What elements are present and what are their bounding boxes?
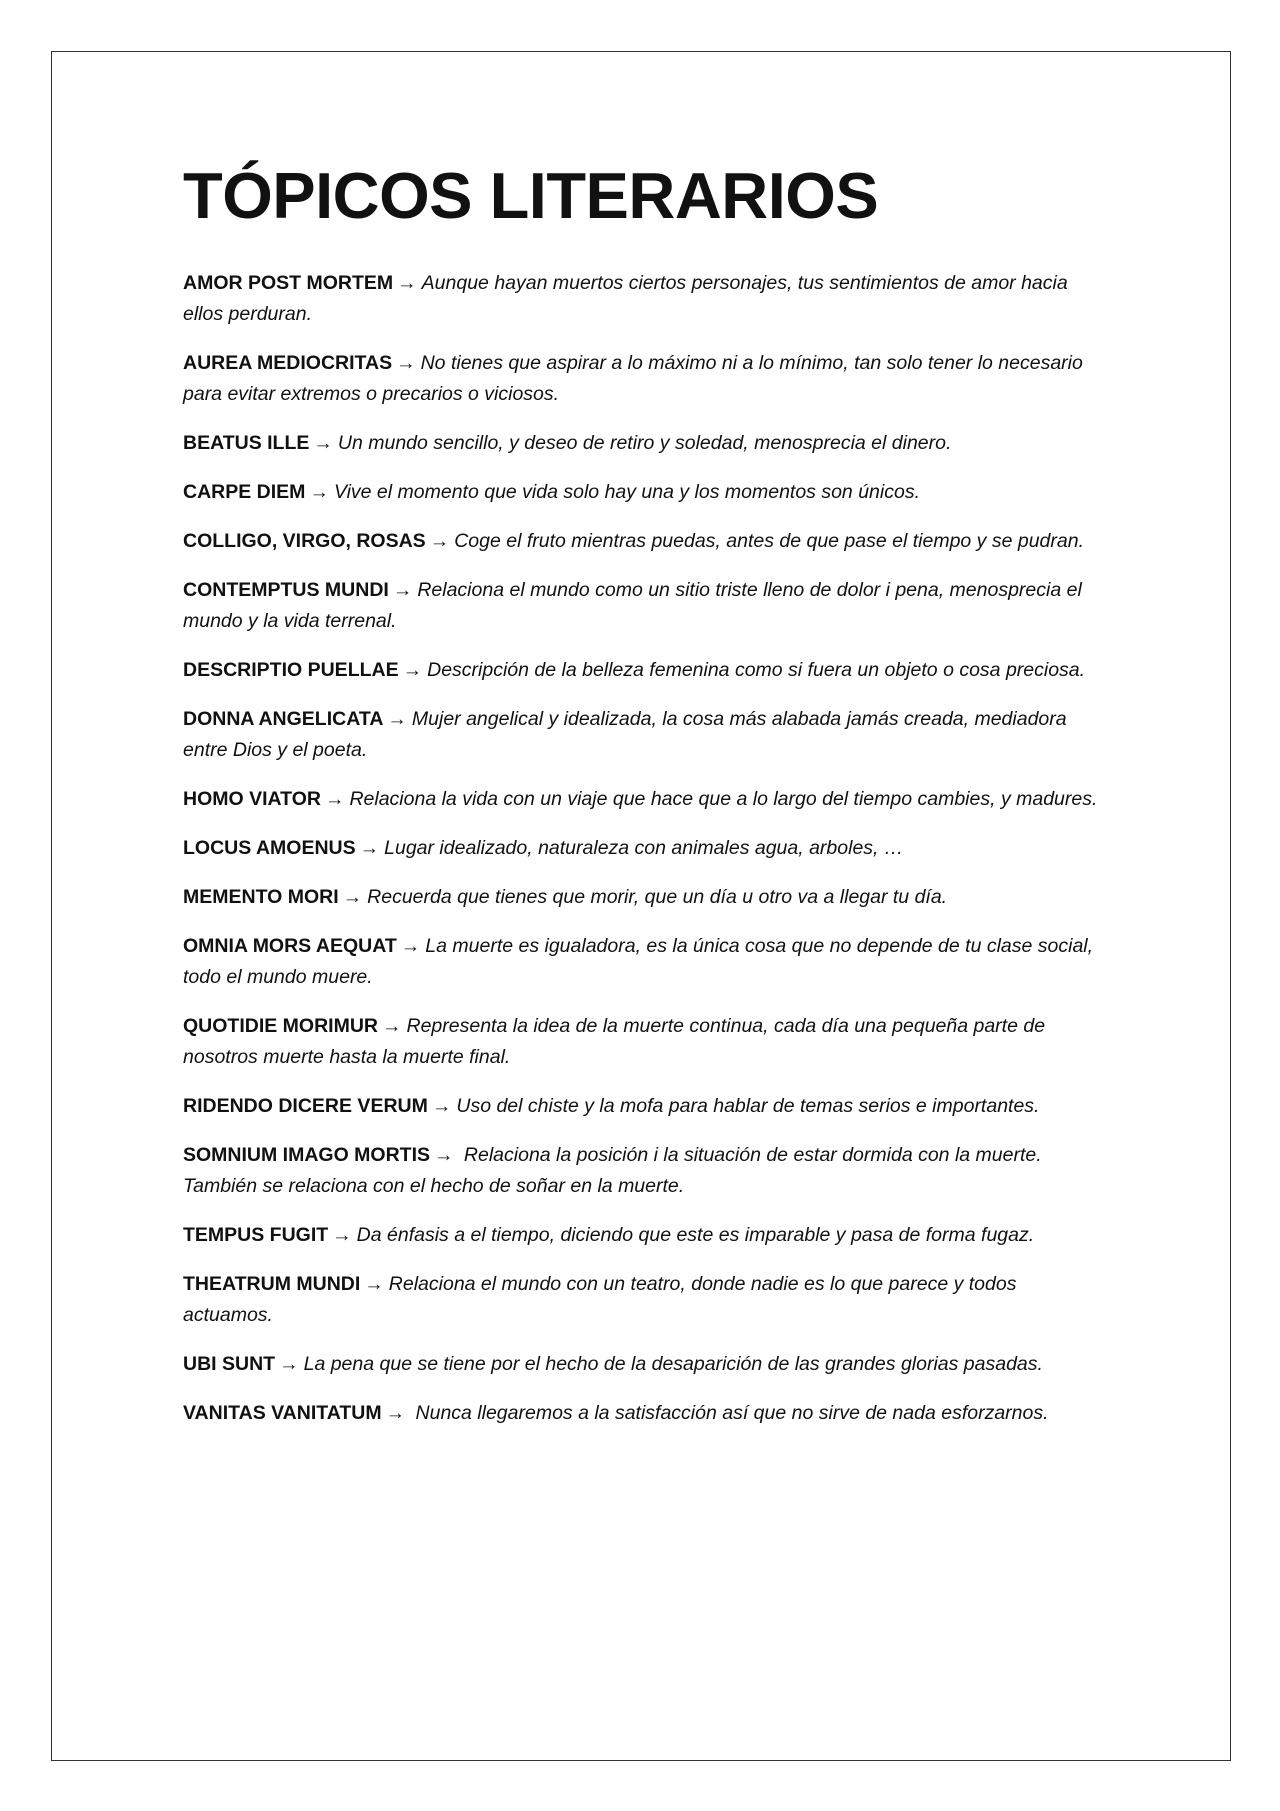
topic-entry xyxy=(183,1140,1103,1202)
topic-description: Descripción de la belleza femenina como si fuera un objeto o cosa preciosa. xyxy=(427,658,1086,681)
topic-description: Relaciona la vida con un viaje que hace que a lo largo del tiempo cambies, y madures. xyxy=(349,787,1098,810)
topic-term: DONNA ANGELICATA xyxy=(183,707,384,730)
arrow-right-icon: → xyxy=(429,529,450,552)
topic-description: Relaciona la posición i la situación de estar dormida con la muerte. También se relaciona con el hecho de soñar en la muerte. xyxy=(183,1143,1042,1197)
topic-description: Lugar idealizado, naturaleza con animales agua, arboles, … xyxy=(384,836,904,859)
topic-description: Nunca llegaremos a la satisfacción así que no sirve de nada esforzarnos. xyxy=(410,1401,1049,1424)
topic-entry xyxy=(183,1349,1103,1380)
topic-list xyxy=(183,268,1103,1429)
topic-entry xyxy=(183,1269,1103,1331)
arrow-right-icon: → xyxy=(324,787,345,810)
topic-term: COLLIGO, VIRGO, ROSAS xyxy=(183,529,426,552)
topic-description: No tienes que aspirar a lo máximo ni a lo mínimo, tan solo tener lo necesario para evitar extremos o precarios o viciosos. xyxy=(183,351,1083,405)
topic-description: Coge el fruto mientras puedas, antes de que pase el tiempo y se pudran. xyxy=(454,529,1084,552)
topic-description: Representa la idea de la muerte continua, cada día una pequeña parte de nosotros muerte hasta la muerte final. xyxy=(183,1014,1046,1068)
arrow-right-icon: → xyxy=(359,836,380,859)
topic-entry xyxy=(183,268,1103,330)
arrow-right-icon: → xyxy=(387,707,407,730)
topic-entry xyxy=(183,833,1103,864)
document-body xyxy=(183,160,1103,1447)
topic-entry xyxy=(183,428,1103,459)
topic-entry xyxy=(183,931,1103,993)
topic-description: Un mundo sencillo, y deseo de retiro y soledad, menosprecia el dinero. xyxy=(337,431,952,454)
topic-entry xyxy=(183,526,1103,557)
topic-description: Recuerda que tienes que morir, que un día u otro va a llegar tu día. xyxy=(367,885,948,908)
topic-entry xyxy=(183,477,1103,508)
topic-term: RIDENDO DICERE VERUM xyxy=(183,1094,428,1117)
topic-term: CONTEMPTUS MUNDI xyxy=(183,578,389,601)
topic-description: Relaciona el mundo con un teatro, donde nadie es lo que parece y todos actuamos. xyxy=(183,1272,1017,1326)
arrow-right-icon: → xyxy=(382,1014,402,1037)
arrow-right-icon: → xyxy=(332,1223,352,1246)
topic-term: SOMNIUM IMAGO MORTIS xyxy=(183,1143,430,1166)
topic-entry xyxy=(183,1220,1103,1251)
topic-entry xyxy=(183,704,1103,766)
arrow-right-icon: → xyxy=(431,1094,452,1117)
topic-description: La pena que se tiene por el hecho de la desaparición de las grandes glorias pasadas. xyxy=(303,1352,1043,1375)
arrow-right-icon: → xyxy=(279,1352,299,1375)
arrow-right-icon: → xyxy=(309,480,329,503)
arrow-right-icon: → xyxy=(313,431,333,454)
arrow-right-icon: → xyxy=(396,351,416,374)
topic-term: AMOR POST MORTEM xyxy=(183,271,394,294)
arrow-right-icon: → xyxy=(402,658,423,681)
arrow-right-icon: → xyxy=(392,578,413,601)
arrow-right-icon: → xyxy=(400,934,421,957)
topic-entry xyxy=(183,575,1103,637)
topic-term: VANITAS VANITATUM xyxy=(183,1401,382,1424)
topic-term: CARPE DIEM xyxy=(183,480,306,503)
topic-entry xyxy=(183,1011,1103,1073)
topic-entry xyxy=(183,348,1103,410)
topic-entry xyxy=(183,1091,1103,1122)
topic-description: La muerte es igualadora, es la única cosa que no depende de tu clase social, todo el mundo muere. xyxy=(183,934,1094,988)
document-title: TÓPICOS LITERARIOS xyxy=(183,159,879,232)
topic-description: Relaciona el mundo como un sitio triste lleno de dolor i pena, menosprecia el mundo y la vida terrenal. xyxy=(183,578,1082,632)
topic-entry xyxy=(183,882,1103,913)
topic-entry xyxy=(183,1398,1103,1429)
topic-description: Aunque hayan muertos ciertos personajes, tus sentimientos de amor hacia ellos perduran. xyxy=(183,271,1068,325)
topic-term: THEATRUM MUNDI xyxy=(183,1272,361,1295)
topic-term: UBI SUNT xyxy=(183,1352,276,1375)
topic-entry xyxy=(183,784,1103,815)
topic-term: OMNIA MORS AEQUAT xyxy=(183,934,397,957)
arrow-right-icon: → xyxy=(364,1272,384,1295)
topic-term: DESCRIPTIO PUELLAE xyxy=(183,658,399,681)
topic-term: QUOTIDIE MORIMUR xyxy=(183,1014,378,1037)
topic-term: MEMENTO MORI xyxy=(183,885,339,908)
topic-description: Uso del chiste y la mofa para hablar de temas serios e importantes. xyxy=(456,1094,1040,1117)
topic-description: Vive el momento que vida solo hay una y los momentos son únicos. xyxy=(333,480,920,503)
topic-description: Da énfasis a el tiempo, diciendo que este es imparable y pasa de forma fugaz. xyxy=(356,1223,1035,1246)
topic-term: TEMPUS FUGIT xyxy=(183,1223,329,1246)
topic-term: HOMO VIATOR xyxy=(183,787,321,810)
topic-term: BEATUS ILLE xyxy=(183,431,310,454)
arrow-right-icon: → xyxy=(385,1401,406,1424)
arrow-right-icon: → xyxy=(397,271,417,294)
topic-description: Mujer angelical y idealizada, la cosa más alabada jamás creada, mediadora entre Dios y el poeta. xyxy=(183,707,1067,761)
topic-term: AUREA MEDIOCRITAS xyxy=(183,351,393,374)
topic-entry xyxy=(183,655,1103,686)
arrow-right-icon: → xyxy=(342,885,363,908)
topic-term: LOCUS AMOENUS xyxy=(183,836,356,859)
arrow-right-icon: → xyxy=(434,1143,454,1166)
